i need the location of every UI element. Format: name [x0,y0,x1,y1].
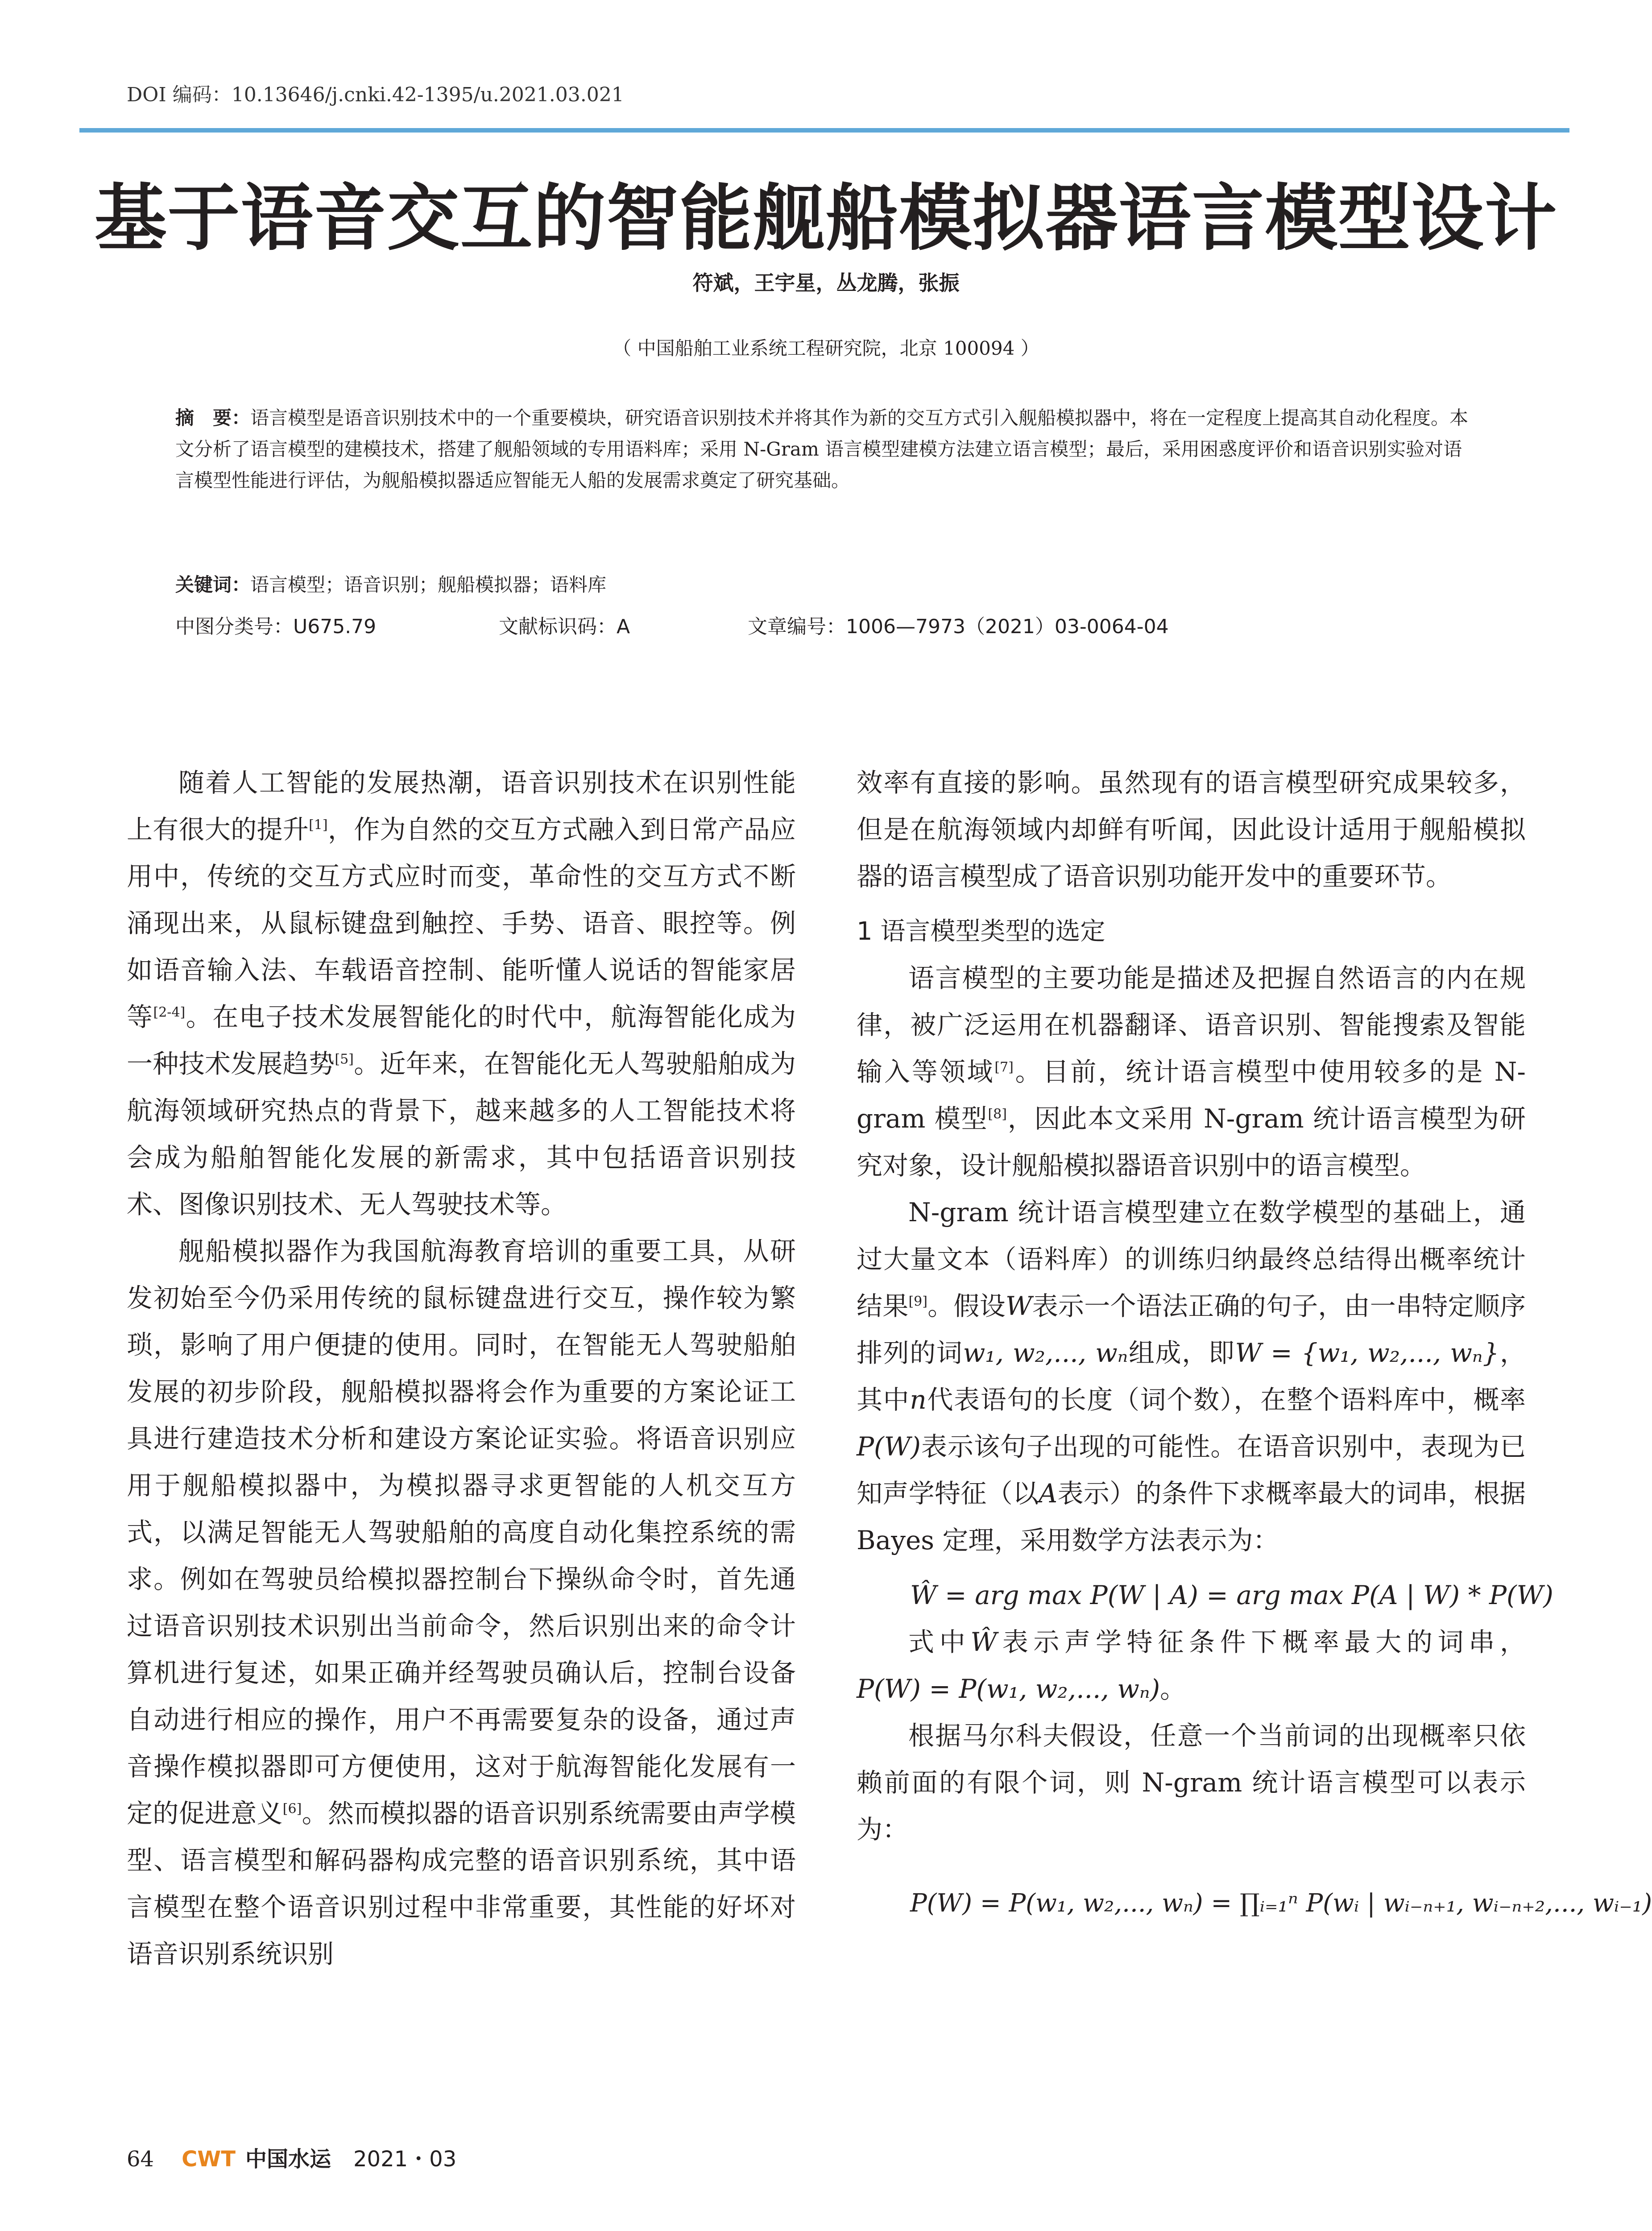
citation: [1] [309,817,328,833]
body-column-right [857,759,1652,1927]
citation: [6] [282,1801,302,1817]
math-inline: P(W) = P(w₁, w₂,..., wₙ) [857,1674,1160,1704]
keywords-text: 语言模型；语音识别；舰船模拟器；语料库 [250,574,607,596]
issue-number: 2021・03 [353,2147,457,2172]
author-list: 符斌，王宇星，丛龙腾，张振 [692,271,960,295]
math-symbol: A [1039,1478,1058,1509]
math-symbol: Ŵ [970,1627,998,1657]
math-symbol: W [1005,1291,1032,1321]
clc-number: 中图分类号：U675.79 [175,615,377,638]
article-number: 文章编号：1006—7973（2021）03-0064-04 [748,615,1169,638]
keywords [175,570,606,597]
citation: [2-4] [153,1004,186,1020]
doi-line: DOI 编码：10.13646/j.cnki.42-1395/u.2021.03.021 [127,83,624,106]
math-inline: w₁, w₂,..., wₙ [963,1338,1128,1368]
math-inline: W = {w₁, w₂,..., wₙ} [1235,1338,1499,1368]
abstract-label: 摘 要： [175,407,251,429]
page-footer [127,2142,456,2173]
math-symbol: n [910,1385,927,1415]
header-rule [79,128,1569,133]
citation: [7] [994,1059,1014,1075]
affiliation: （ 中国船舶工业系统工程研究院，北京 100094 ） [613,337,1039,359]
body-paragraph: 式中Ŵ表示声学特征条件下概率最大的词串，P(W) = P(w₁, w₂,..., wₙ)。 [857,1627,1526,1704]
citation: [8] [988,1106,1007,1122]
citation: [9] [908,1294,927,1310]
math-inline: P(W) [857,1431,921,1462]
section-heading: 1 语言模型类型的选定 [857,917,1105,946]
document-code: 文献标识码：A [499,615,630,638]
paper-title: 基于语音交互的智能舰船模拟器语言模型设计 [94,177,1558,261]
journal-name: 中国水运 [245,2147,331,2172]
brand-logo: CWT [182,2147,236,2172]
body-paragraph: 效率有直接的影响。虽然现有的语言模型研究成果较多，但是在航海领域内却鲜有听闻，因此设计适用于舰船模拟器的语言模型成了语音识别功能开发中的重要环节。 [857,767,1526,892]
abstract [175,402,1474,496]
body-paragraph: 舰船模拟器作为我国航海教育培训的重要工具，从研发初始至今仍采用传统的鼠标键盘进行交互，操作较为繁琐，影响了用户便捷的使用。同时，在智能无人驾驶船舶发展的初步阶段，舰船模拟器将会作为重要的方案论证工具进行建造技术分析和建设方案论证实验。将语音识别应用于舰船模拟器中，为模拟器寻求更智能的人机交互方式，以满足智能无人驾驶船舶的高度自动化集控系统的需求。例如在驾驶员给模拟器控制台下操纵命令时，首先通过语音识别技术识别出当前命令，然后识别出来的命令计算机进行复述，如果正确并经驾驶员确认后，控制台设备自动进行相应的操作，用户不再需要复杂的设备，通过声音操作模拟器即可方便使用，这对于航海智能化发展有一定的促进意义[6]。然而模拟器的语音识别系统需要由声学模型、语言模型和解码器构成完整的语音识别系统，其中语言模型在整个语音识别过程中非常重要，其性能的好坏对语音识别系统识别 [127,1236,796,1969]
body-paragraph: 根据马尔科夫假设，任意一个当前词的出现概率只依赖前面的有限个词，则 N-gram 统计语言模型可以表示为： [857,1721,1526,1845]
equation-ngram: P(W) = P(w₁, w₂,..., wₙ) = ∏ᵢ₌₁ⁿ P(wᵢ | wᵢ₋ₙ₊₁, wᵢ₋ₙ₊₂,..., wᵢ₋₁) [910,1889,1652,1918]
body-paragraph: N-gram 统计语言模型建立在数学模型的基础上，通过大量文本（语料库）的训练归纳最终总结得出概率统计结果[9]。假设W表示一个语法正确的句子，由一串特定顺序排列的词w₁, w₂,..., wₙ组成，即W = {w₁, w₂,..., wₙ}，其中n代表语句的长度（词个数），在整个语料库中，概率P(W)表示该句子出现的可能性。在语音识别中，表现为已知声学特征（以A表示）的条件下求概率最大的词串，根据 Bayes 定理，采用数学方法表示为： [857,1197,1526,1555]
equation-bayes: Ŵ = arg max P(W | A) = arg max P(A | W) * P(W) [910,1580,1553,1610]
body-paragraph: 随着人工智能的发展热潮，语音识别技术在识别性能上有很大的提升[1]，作为自然的交互方式融入到日常产品应用中，传统的交互方式应时而变，革命性的交互方式不断涌现出来，从鼠标键盘到触控、手势、语音、眼控等。例如语音输入法、车载语音控制、能听懂人说话的智能家居等[2-4]。在电子技术发展智能化的时代中，航海智能化成为一种技术发展趋势[5]。近年来，在智能化无人驾驶船舶成为航海领域研究热点的背景下，越来越多的人工智能技术将会成为船舶智能化发展的新需求，其中包括语音识别技术、图像识别技术、无人驾驶技术等。 [127,767,796,1219]
citation: [5] [335,1051,354,1067]
body-column-left [127,759,796,1978]
keywords-label: 关键词： [175,574,251,596]
page-number: 64 [127,2147,154,2172]
abstract-text: 语言模型是语音识别技术中的一个重要模块，研究语音识别技术并将其作为新的交互方式引入舰船模拟器中，将在一定程度上提高其自动化程度。本文分析了语言模型的建模技术，搭建了舰船领域的专用语料库；采用 N-Gram 语言模型建模方法建立语言模型；最后，采用困惑度评价和语音识别实验对语言模型性能进行评估，为舰船模拟器适应智能无人船的发展需求奠定了研究基础。 [175,407,1469,491]
body-paragraph: 语言模型的主要功能是描述及把握自然语言的内在规律，被广泛运用在机器翻译、语音识别、智能搜索及智能输入等领域[7]。目前，统计语言模型中使用较多的是 N-gram 模型[8]，因此本文采用 N-gram 统计语言模型为研究对象，设计舰船模拟器语音识别中的语言模型。 [857,963,1526,1181]
